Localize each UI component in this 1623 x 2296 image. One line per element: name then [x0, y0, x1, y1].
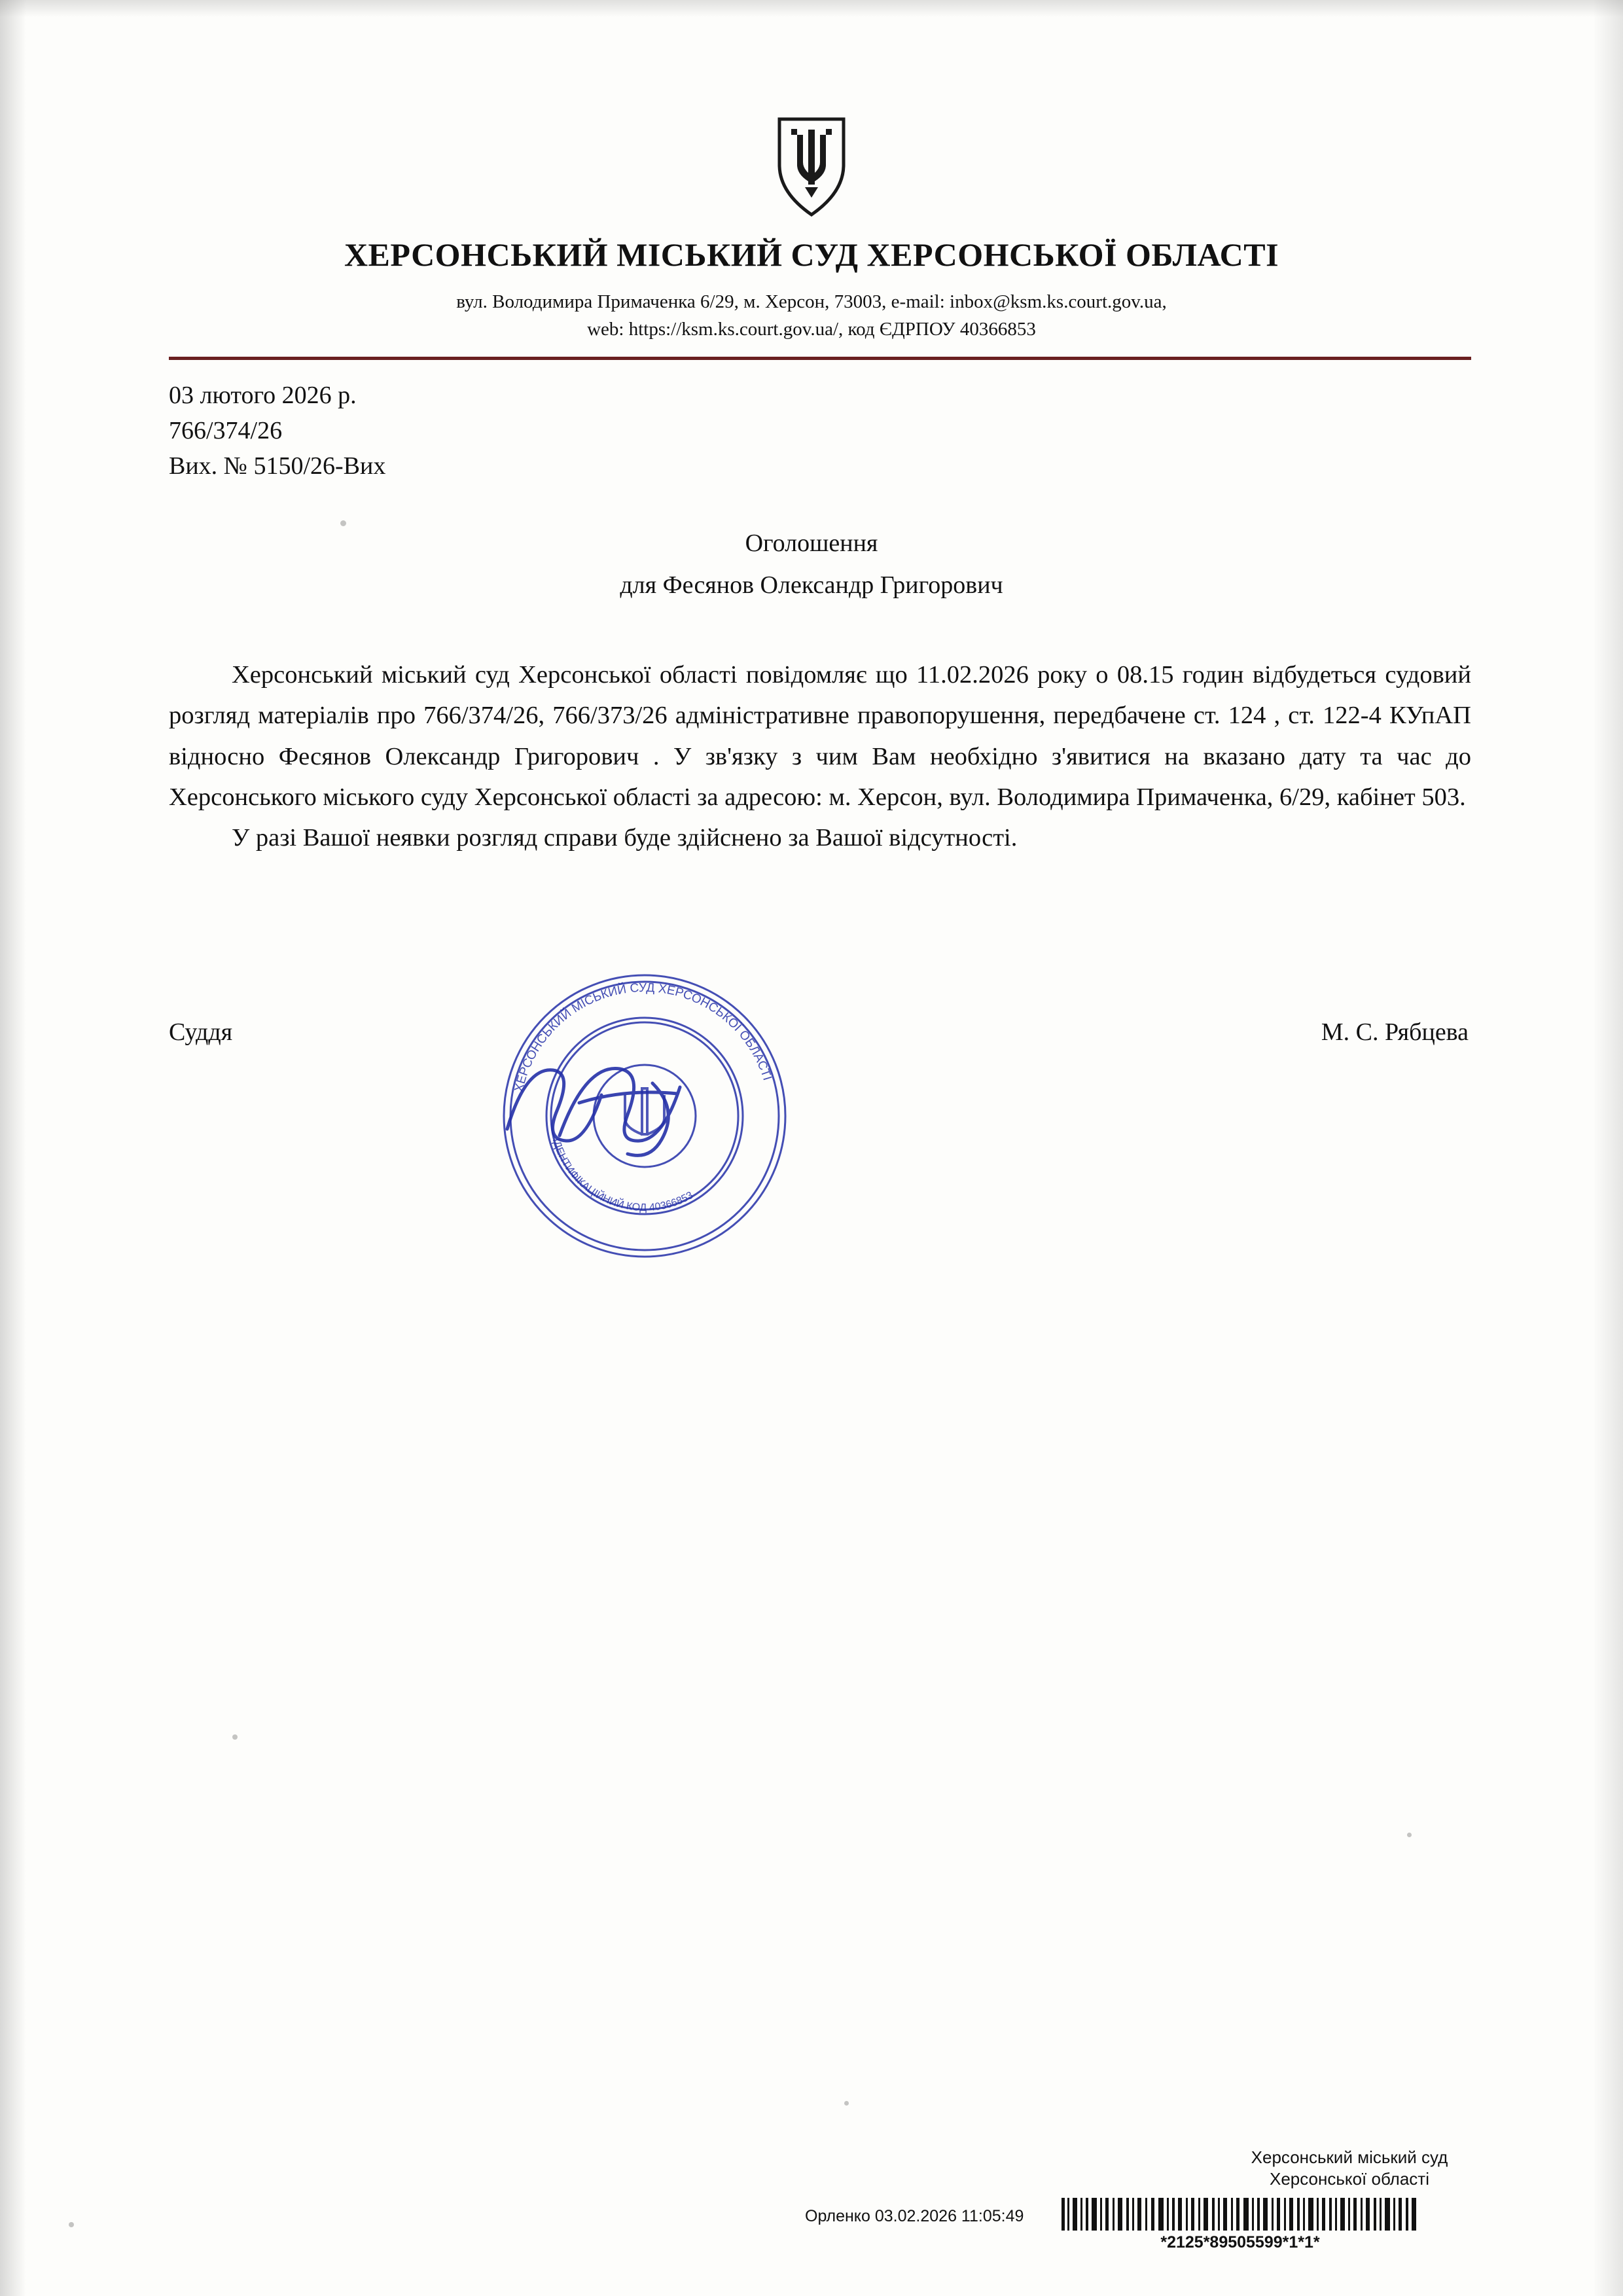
court-web-line: web: https://ksm.ks.court.gov.ua/, код ЄДРПОУ 40366853 [587, 319, 1036, 340]
footer-court-line-2: Херсонської області [1270, 2168, 1429, 2189]
header-divider [169, 357, 1471, 360]
signature-name: М. С. Рябцева [1321, 1018, 1469, 1046]
footer-registrar: Орленко 03.02.2026 11:05:49 [805, 2207, 1024, 2225]
scan-speck [1407, 1833, 1412, 1837]
scan-edge-right [1593, 0, 1623, 2296]
barcode-icon [1060, 2198, 1420, 2231]
outgoing-number: Вих. № 5150/26-Вих [169, 452, 386, 480]
footer-court-line-1: Херсонський міський суд [1251, 2147, 1448, 2167]
barcode-value: *2125*89505599*1*1* [1160, 2233, 1320, 2251]
announcement-recipient: для Фесянов Олександр Григорович [620, 571, 1003, 599]
document-meta [169, 378, 385, 484]
scan-edge-top [0, 0, 1623, 17]
svg-text:ХЕРСОНСЬКИЙ МІСЬКИЙ СУД ХЕРСОН: ХЕРСОНСЬКИЙ МІСЬКИЙ СУД ХЕРСОНСЬКОЇ ОБЛАСТІ [512, 980, 774, 1094]
body-paragraph-2: У разі Вашої неявки розгляд справи буде здійснено за Вашої відсутності. [232, 824, 1018, 852]
scan-speck [340, 520, 346, 526]
court-round-seal [481, 952, 815, 1273]
svg-text:ІДЕНТИФІКАЦІЙНИЙ КОД 40366853: ІДЕНТИФІКАЦІЙНИЙ КОД 40366853 [550, 1137, 695, 1214]
document-date: 03 лютого 2026 р. [169, 382, 357, 409]
footer-court-name [1232, 2147, 1467, 2189]
scan-speck [69, 2222, 74, 2227]
court-address-line: вул. Володимира Примаченка 6/29, м. Херсон, 73003, e-mail: inbox@ksm.ks.court.gov.ua, [456, 291, 1167, 312]
body-paragraph-1: Херсонський міський суд Херсонської області повідомляє що 11.02.2026 року о 08.15 годин відбудеться судовий розгляд матеріалів про 766/374/26, 766/373/26 адміністративне правопорушення, передбачене ст. 124 , ст. 122-4 КУпАП відносно Фесянов Олександр Григорович . У зв'язку з чим Вам необхідно з'явитися на вказано дату та час до Херсонського міського суду Херсонської області за адресою: м. Херсон, вул. Володимира Примаченка, 6/29, кабінет 503. [169, 661, 1471, 812]
case-number: 766/374/26 [169, 416, 283, 444]
court-contacts [0, 288, 1623, 343]
document-body [169, 655, 1471, 859]
scan-speck [232, 1734, 238, 1740]
announcement-title: Оголошення [745, 529, 878, 557]
scan-speck [844, 2101, 849, 2106]
court-title: ХЕРСОНСЬКИЙ МІСЬКИЙ СУД ХЕРСОНСЬКОЇ ОБЛАСТІ [344, 236, 1279, 273]
signature-role: Суддя [169, 1018, 233, 1046]
scan-edge-left [0, 0, 26, 2296]
ukraine-trident-emblem [0, 110, 1623, 224]
